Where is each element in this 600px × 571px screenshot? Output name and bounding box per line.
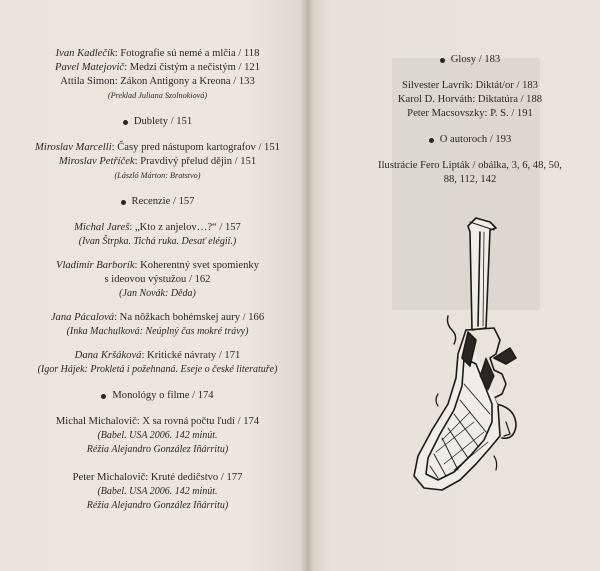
entry-note: Réžia Alejandro González Iñárritu) [86, 444, 229, 455]
entry-author: Ivan Kadlečík [55, 48, 115, 59]
toc-block-top [20, 47, 295, 103]
entry-title: Michal Michalovič: X sa rovná počtu ľudí / 174 [55, 416, 260, 427]
book-gutter [300, 0, 314, 571]
toc-entry: Karol D. Horváth: Diktatúra / 188 [397, 94, 543, 105]
entry-author: Vladimír Barborík [55, 260, 135, 271]
entry-author: Dana Kršáková [74, 350, 142, 361]
toc-entry-recenzia [20, 311, 295, 339]
toc-entry: Silvester Lavrík: Diktát/or / 183 [402, 80, 538, 91]
left-toc [20, 47, 295, 523]
entry-note: (László Márton: Bratstvo) [114, 171, 201, 180]
section-heading-glosy [372, 53, 568, 67]
entry-title: Medzi čistým a nečistým / 121 [129, 62, 261, 73]
section-heading-recenzie [20, 195, 295, 209]
toc-entry: Pavel Matejovič: Medzi čistým a nečistým / 121 [54, 62, 261, 73]
section-heading-autoroch [372, 133, 568, 147]
entry-note: (Igor Hájek: Prokletá i požehnaná. Eseje o české literatuře) [37, 364, 278, 375]
toc-entry: Attila Simon: Zákon Antigony a Kreona / 133 [60, 76, 255, 87]
bullet-icon [121, 200, 126, 205]
toc-block-dublety [20, 141, 295, 183]
entry-title: Časy pred nástupom kartografov / 151 [117, 142, 280, 153]
bullet-icon [123, 120, 128, 125]
bullet-icon [429, 138, 434, 143]
entry-author: Jana Pácalová [50, 312, 115, 323]
section-title: Dublety / 151 [133, 116, 193, 127]
toc-entry: Miroslav Marcelli: Časy pred nástupom kartografov / 151 [35, 142, 280, 153]
entry-note: (Babel. USA 2006. 142 minút. [97, 430, 218, 441]
section-heading-dublety [20, 115, 295, 129]
entry-title-cont: s ideovou výstužou / 162 [104, 274, 211, 285]
entry-note: Réžia Alejandro González Iñárritu) [86, 500, 229, 511]
entry-title: Pravdivý přelud dějin / 151 [140, 156, 257, 167]
entry-author: Miroslav Marcelli [35, 142, 112, 153]
entry-title: : „Kto z anjelov…?“ / 157 [129, 222, 241, 233]
entry-title: Peter Michalovič: Kruté dedičstvo / 177 [72, 472, 243, 483]
section-title: O autoroch / 193 [439, 134, 512, 145]
entry-title: : Na nôžkach bohémskej aury / 166 [114, 312, 265, 323]
bullet-icon [101, 394, 106, 399]
right-toc [372, 53, 568, 187]
entry-note: (Jan Novák: Děda) [119, 288, 196, 299]
entry-title: : Kritické návraty / 171 [141, 350, 241, 361]
toc-entry-recenzia [20, 221, 295, 249]
entry-title: Fotografie sú nemé a mlčia / 118 [120, 48, 260, 59]
toc-entry-monolog [20, 471, 295, 513]
section-heading-monology [20, 389, 295, 403]
toc-entry: Ivan Kadlečík: Fotografie sú nemé a mlčia / 118 [55, 48, 260, 59]
toc-block-glosy [372, 79, 568, 121]
pistol-illustration [398, 208, 528, 504]
section-title: Monológy o filme / 174 [112, 390, 214, 401]
entry-note: (Preklad Juliana Szolnokiová) [107, 91, 208, 100]
toc-entry-recenzia [20, 349, 295, 377]
toc-entry: Miroslav Petříček: Pravdivý přelud dějin / 151 [58, 156, 257, 167]
section-title: Recenzie / 157 [131, 196, 195, 207]
entry-note: (Babel. USA 2006. 142 minút. [97, 486, 218, 497]
section-title: Glosy / 183 [450, 54, 501, 65]
entry-author: Miroslav Petříček [58, 156, 135, 167]
entry-author: Michal Jareš [74, 222, 130, 233]
bullet-icon [440, 58, 445, 63]
entry-title: : Koherentný svet spomienky [134, 260, 260, 271]
entry-note: (Ivan Štrpka. Tichá ruka. Desať elégií.) [78, 236, 237, 247]
illustrations-credit: Ilustrácie Fero Lipták / obálka, 3, 6, 48, 50, 88, 112, 142 [378, 160, 562, 185]
toc-entry: Peter Macsovszky: P. S. / 191 [407, 108, 533, 119]
entry-author: Pavel Matejovič [54, 62, 125, 73]
toc-entry-monolog [20, 415, 295, 457]
entry-note: (Inka Machulková: Neúplný čas mokré trávy) [66, 326, 249, 337]
toc-entry-recenzia [20, 259, 295, 301]
